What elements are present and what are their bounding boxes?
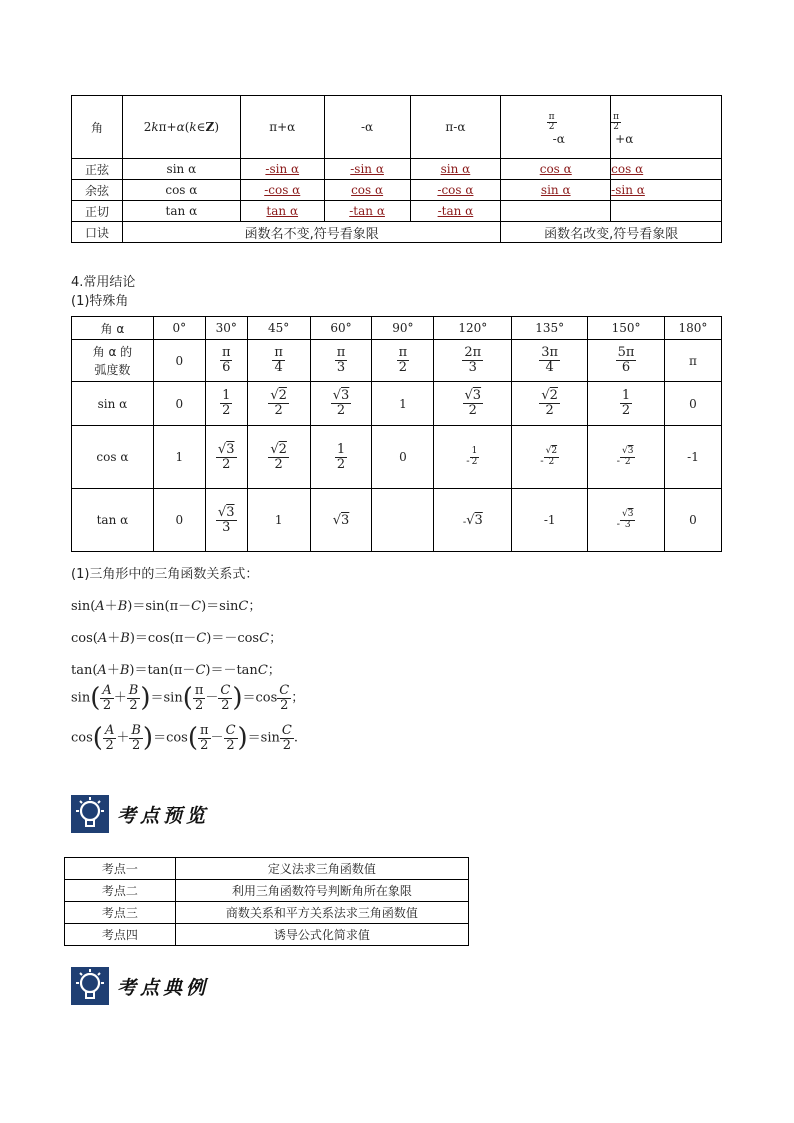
formula-sin-half: sin( $\frac{A}{2}$ ＋ $\frac{B}{2}$ )＝sin( $\frac{\pi}{2}$ － $\frac{C}{2}$ )＝cos $\frac{C}{2}$ ； [71, 682, 305, 713]
table-row [72, 201, 722, 222]
table-cell [611, 201, 722, 222]
table-cell: 商数关系和平方关系法求三角函数值 [175, 902, 468, 924]
table-cell: tan α [240, 201, 324, 222]
header-neg-alpha: -α [324, 96, 410, 159]
formula-cos-sum: cos(A＋B)＝cos(π－C)＝－cosC； [71, 631, 283, 646]
table-cell: $\frac{√2}{2}$ [512, 382, 588, 426]
table-row [65, 858, 469, 880]
table-cell: √3 [310, 489, 372, 552]
table-row [72, 317, 722, 340]
table-cell: $\frac{√3}{2}$ [205, 426, 247, 489]
table-cell: -1 [512, 489, 588, 552]
table-cell: 90° [372, 317, 434, 340]
table-cell: -sin α [611, 180, 722, 201]
table-cell: 定义法求三角函数值 [175, 858, 468, 880]
table-cell: -√3 [434, 489, 512, 552]
row-label: tan α [72, 489, 154, 552]
table-row [72, 489, 722, 552]
table-cell [501, 201, 611, 222]
table-cell: sin α [122, 159, 240, 180]
row-label: 考点一 [65, 858, 176, 880]
row-label: sin α [72, 382, 154, 426]
table-cell: 0 [664, 382, 721, 426]
table-cell: 1 [247, 489, 310, 552]
table-cell: -cos α [240, 180, 324, 201]
table-cell: 0 [153, 382, 205, 426]
table-cell: $\frac{1}{2}$ [588, 382, 665, 426]
table-cell: $\frac{√3}{3}$ [205, 489, 247, 552]
header-angle: 角 [72, 96, 123, 159]
table-cell: -sin α [324, 159, 410, 180]
row-label: cos α [72, 426, 154, 489]
table-cell: 0 [664, 489, 721, 552]
table-cell: 120° [434, 317, 512, 340]
table-cell: 45° [247, 317, 310, 340]
table-row [72, 426, 722, 489]
header-halfpi-plus-alpha: $\frac{\pi}{2}$ +α [611, 96, 722, 159]
formula-cos-half: cos( $\frac{A}{2}$ ＋ $\frac{B}{2}$ )＝cos( $\frac{\pi}{2}$ － $\frac{C}{2}$ )＝sin $\frac{C}{2}$ . [71, 722, 298, 753]
header-2kpi-plus-alpha: 2kπ+α(k∈Z) [122, 96, 240, 159]
table-cell: $\frac{√3}{2}$ [434, 382, 512, 426]
table-cell: 30° [205, 317, 247, 340]
mnemonic-unchanged: 函数名不变,符号看象限 [122, 222, 500, 243]
row-label: 正弦 [72, 159, 123, 180]
table-cell: -sin α [240, 159, 324, 180]
table-cell: $\frac{√2}{2}$ [247, 382, 310, 426]
row-label: 口诀 [72, 222, 123, 243]
section-banner-preview [71, 794, 209, 834]
exam-points-table [64, 857, 469, 946]
table-cell: $\frac{√3}{2}$ [310, 382, 372, 426]
table-cell: - $\frac{√2}{2}$ [512, 426, 588, 489]
table-cell: cos α [501, 159, 611, 180]
table-cell: -1 [664, 426, 721, 489]
table-row [72, 180, 722, 201]
table-cell: 0 [372, 426, 434, 489]
banner-title: 考点典例 [117, 976, 210, 999]
table-cell: $\frac{\pi}{4}$ [247, 340, 310, 382]
header-halfpi-minus-alpha: $\frac{\pi}{2}$ -α [501, 96, 611, 159]
table-cell: - $\frac{√3}{3}$ [588, 489, 665, 552]
table-cell: $\frac{2\pi}{3}$ [434, 340, 512, 382]
table-cell: 150° [588, 317, 665, 340]
table-cell: $\frac{1}{2}$ [205, 382, 247, 426]
table-cell: $\frac{\pi}{6}$ [205, 340, 247, 382]
table-cell: $\frac{5\pi}{6}$ [588, 340, 665, 382]
section-title: (1)三角形中的三角函数关系式： [71, 567, 259, 582]
formula-tan-sum: tan(A＋B)＝tan(π－C)＝－tanC； [71, 663, 281, 678]
induction-formula-table [71, 95, 722, 243]
table-cell: $\frac{3\pi}{4}$ [512, 340, 588, 382]
table-row [72, 159, 722, 180]
header-pi-plus-alpha: π+α [240, 96, 324, 159]
table-row [65, 880, 469, 902]
table-cell: 135° [512, 317, 588, 340]
lightbulb-icon [71, 967, 109, 1005]
table-cell: 180° [664, 317, 721, 340]
table-cell: 诱导公式化简求值 [175, 924, 468, 946]
lightbulb-icon [71, 795, 109, 833]
table-cell [372, 489, 434, 552]
table-cell: -cos α [410, 180, 501, 201]
table-cell: $\frac{\pi}{3}$ [310, 340, 372, 382]
table-cell: 0 [153, 340, 205, 382]
table-row [65, 902, 469, 924]
row-label: 考点四 [65, 924, 176, 946]
mnemonic-changed: 函数名改变,符号看象限 [501, 222, 722, 243]
table-cell: sin α [410, 159, 501, 180]
table-cell: 1 [153, 426, 205, 489]
banner-title: 考点预览 [117, 804, 210, 827]
row-label: 余弦 [72, 180, 123, 201]
table-row [72, 382, 722, 426]
table-cell: $\frac{1}{2}$ [310, 426, 372, 489]
table-cell: cos α [122, 180, 240, 201]
section-banner-examples [71, 966, 209, 1006]
row-label: 考点二 [65, 880, 176, 902]
header-pi-minus-alpha: π-α [410, 96, 501, 159]
table-cell: - $\frac{1}{2}$ [434, 426, 512, 489]
table-cell: 60° [310, 317, 372, 340]
table-cell: sin α [501, 180, 611, 201]
table-cell: -tan α [410, 201, 501, 222]
table-cell: $\frac{√2}{2}$ [247, 426, 310, 489]
table-cell: $\frac{\pi}{2}$ [372, 340, 434, 382]
table-cell: 0 [153, 489, 205, 552]
table-cell: 1 [372, 382, 434, 426]
row-label: 角 α [72, 317, 154, 340]
formula-sin-sum: sin(A＋B)＝sin(π－C)＝sinC； [71, 599, 262, 614]
row-label: 考点三 [65, 902, 176, 924]
table-cell: tan α [122, 201, 240, 222]
table-cell: - $\frac{√3}{2}$ [588, 426, 665, 489]
section-subtitle: (1)特殊角 [71, 294, 129, 309]
table-cell: 0° [153, 317, 205, 340]
table-cell: cos α [611, 159, 722, 180]
table-cell: 利用三角函数符号判断角所在象限 [175, 880, 468, 902]
table-row [72, 96, 722, 159]
table-cell: π [664, 340, 721, 382]
table-row [65, 924, 469, 946]
section-title: 4.常用结论 [71, 275, 136, 290]
table-row [72, 340, 722, 382]
row-label: 正切 [72, 201, 123, 222]
row-label: 角 α 的 弧度数 [72, 340, 154, 382]
table-cell: cos α [324, 180, 410, 201]
special-angle-table [71, 316, 722, 552]
table-cell: -tan α [324, 201, 410, 222]
table-row [72, 222, 722, 243]
